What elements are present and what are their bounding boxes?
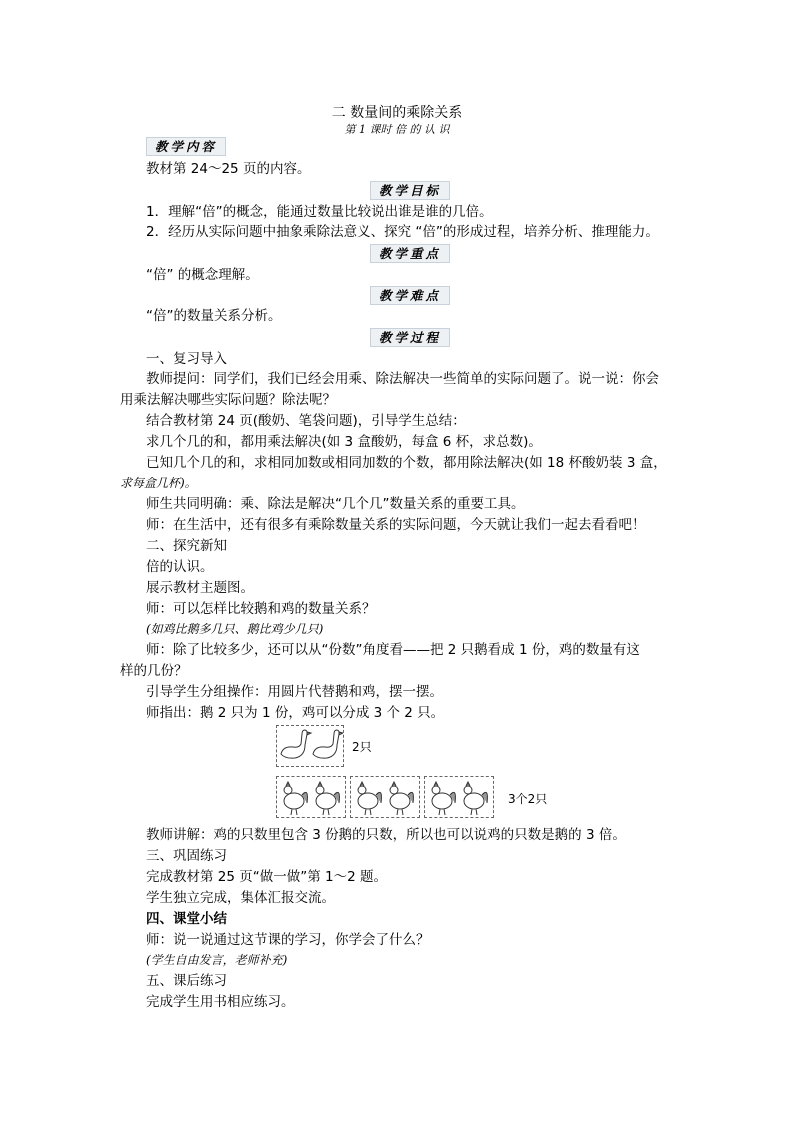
rooster-icon: [351, 777, 419, 817]
paragraph: 学生独立完成，集体汇报交流。: [146, 890, 335, 906]
paragraph: 展示教材主题图。: [146, 580, 254, 596]
section-box-goals: 教学目标: [370, 181, 450, 200]
goal-1: 1．理解“倍”的概念，能通过数量比较说出谁是谁的几倍。: [146, 204, 493, 220]
section-heading: 三、巩固练习: [146, 848, 227, 864]
section-heading: 二、探究新知: [146, 538, 227, 554]
paragraph: 用乘法解决哪些实际问题？除法呢？: [120, 392, 336, 408]
content-text: 教材第 24～25 页的内容。: [146, 161, 311, 177]
paragraph-note: (如鸡比鹅多几只、鹅比鸡少几只): [146, 622, 324, 636]
paragraph: 教师提问：同学们，我们已经会用乘、除法解决一些简单的实际问题了。说一说：你会: [146, 371, 659, 387]
paragraph-note: (学生自由发言，老师补充): [146, 953, 288, 967]
section-heading: 一、复习导入: [146, 351, 227, 367]
goose-label: 2只: [352, 740, 372, 754]
rooster-icon: [425, 777, 493, 817]
paragraph: 求每盒几杯)。: [120, 476, 197, 490]
paragraph: 求几个几的和，都用乘法解决(如 3 盒酸奶，每盒 6 杯，求总数)。: [146, 434, 542, 450]
goal-2: 2．经历从实际问题中抽象乘除法意义、探究 “倍”的形成过程，培养分析、推理能力。: [146, 224, 659, 240]
rooster-group-image: [424, 776, 494, 818]
paragraph: 师指出：鹅 2 只为 1 份，鸡可以分成 3 个 2 只。: [146, 705, 445, 721]
section-box-difficult: 教学难点: [370, 286, 450, 305]
goose-icon: [277, 726, 343, 766]
lesson-subtitle: 第 1 课时 倍 的 认 识: [344, 123, 450, 136]
goose-group-image: [276, 725, 344, 767]
paragraph: 完成教材第 25 页“做一做”第 1～2 题。: [146, 869, 388, 885]
rooster-group-image: [276, 776, 346, 818]
rooster-label: 3个2只: [508, 792, 548, 806]
key-text: “倍” 的概念理解。: [146, 267, 259, 283]
section-box-process: 教学过程: [370, 328, 450, 347]
rooster-group-image: [350, 776, 420, 818]
paragraph: 完成学生用书相应练习。: [146, 994, 295, 1010]
paragraph: 引导学生分组操作：用圆片代替鹅和鸡，摆一摆。: [146, 684, 443, 700]
paragraph: 教师讲解：鸡的只数里包含 3 份鹅的只数，所以也可以说鸡的只数是鹅的 3 倍。: [146, 827, 626, 843]
chapter-title: 二 数量间的乘除关系: [331, 105, 463, 121]
section-heading: 五、课后练习: [146, 973, 227, 989]
paragraph: 已知几个几的和，求相同加数或相同加数的个数，都用除法解决(如 18 杯酸奶装 3 盒，: [146, 455, 667, 471]
difficult-text: “倍”的数量关系分析。: [146, 308, 282, 324]
paragraph: 师：除了比较多少，还可以从“份数”角度看——把 2 只鹅看成 1 份，鸡的数量有这: [146, 642, 640, 658]
paragraph: 师：说一说通过这节课的学习，你学会了什么？: [146, 932, 430, 948]
paragraph: 师生共同明确：乘、除法是解决“几个几”数量关系的重要工具。: [146, 496, 525, 512]
paragraph: 师：可以怎样比较鹅和鸡的数量关系？: [146, 601, 376, 617]
paragraph: 师：在生活中，还有很多有乘除数量关系的实际问题，今天就让我们一起去看看吧！: [146, 517, 646, 533]
section-heading: 四、课堂小结: [146, 911, 227, 927]
paragraph: 倍的认识。: [146, 559, 214, 575]
section-box-content: 教学内容: [146, 137, 226, 156]
paragraph: 结合教材第 24 页(酸奶、笔袋问题)，引导学生总结：: [146, 413, 466, 429]
section-box-key: 教学重点: [370, 244, 450, 263]
rooster-icon: [277, 777, 345, 817]
paragraph: 样的几份？: [120, 663, 188, 679]
